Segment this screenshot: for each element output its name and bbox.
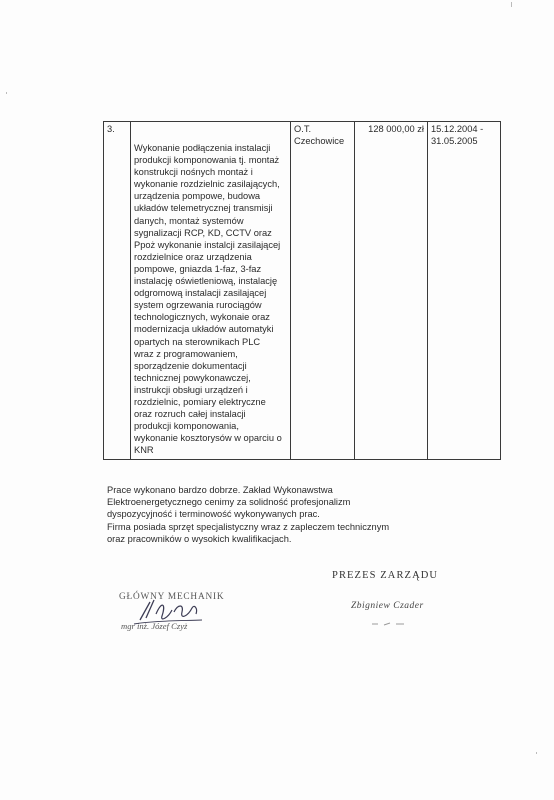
table-row xyxy=(104,122,501,460)
prezes-signature-icon xyxy=(368,618,418,630)
row-number: 3. xyxy=(107,124,115,134)
scan-speck xyxy=(511,2,512,7)
work-location: O.T. Czechowice xyxy=(294,124,345,147)
description-cell xyxy=(131,122,291,460)
location-cell xyxy=(291,122,355,460)
dates-cell xyxy=(428,122,501,460)
row-number-cell xyxy=(104,122,131,460)
reference-paragraph: Prace wykonano bardzo dobrze. Zakład Wykonawstwa Elektroenergetycznego cenimy za solidność profesjonalizm dyspozycyjność i terminowość wykonywanych prac. Firma posiada sprzęt specjalistyczny wraz z zapleczem technicznym oraz pracowników o wysokich kwalifikacjach. xyxy=(107,485,390,544)
work-dates: 15.12.2004 - 31.05.2005 xyxy=(431,124,484,147)
works-table xyxy=(103,121,501,460)
scan-speck xyxy=(6,92,7,94)
mechanik-signature-icon xyxy=(132,594,242,630)
prezes-name: Zbigniew Czader xyxy=(351,601,424,611)
work-value: 128 000,00 zł xyxy=(368,124,424,134)
work-description: Wykonanie podłączenia instalacji produkcji komponowania tj. montaż konstrukcji nośnych montaż i wykonanie rozdzielnic zasilających, urządzenia pompowe, budowa układów telemetrycznej transmisji danych, montaż systemów sygnalizacji RCP, KD, CCTV oraz Ppoż wykonanie instalcji zasilającej rozdzielnice oraz urządzenia pompowe, gniazda 1-faz, 3-faz instalację oświetleniową, instalację odgromową instalacji zasilającej system ogrzewania rurociągów technologicznych, wykonaie oraz modernizacja układów automatyki opartych na sterownikach PLC wraz z programowaniem, sporządzenie dokumentacji technicznej powykonawczej, instrukcji obsługi urządzeń i rozdzielnic, pomiary elektryczne oraz rozruch całej instalacji produkcji komponowania, wykonanie kosztorysów w oparciu o KNR xyxy=(134,143,282,456)
mechanik-title: GŁÓWNY MECHANIK xyxy=(119,592,225,602)
mechanik-name: mgr inż. Józef Czyż xyxy=(121,621,188,631)
prezes-title: PREZES ZARZĄDU xyxy=(332,570,439,581)
scan-speck xyxy=(536,752,537,754)
value-cell xyxy=(355,122,428,460)
